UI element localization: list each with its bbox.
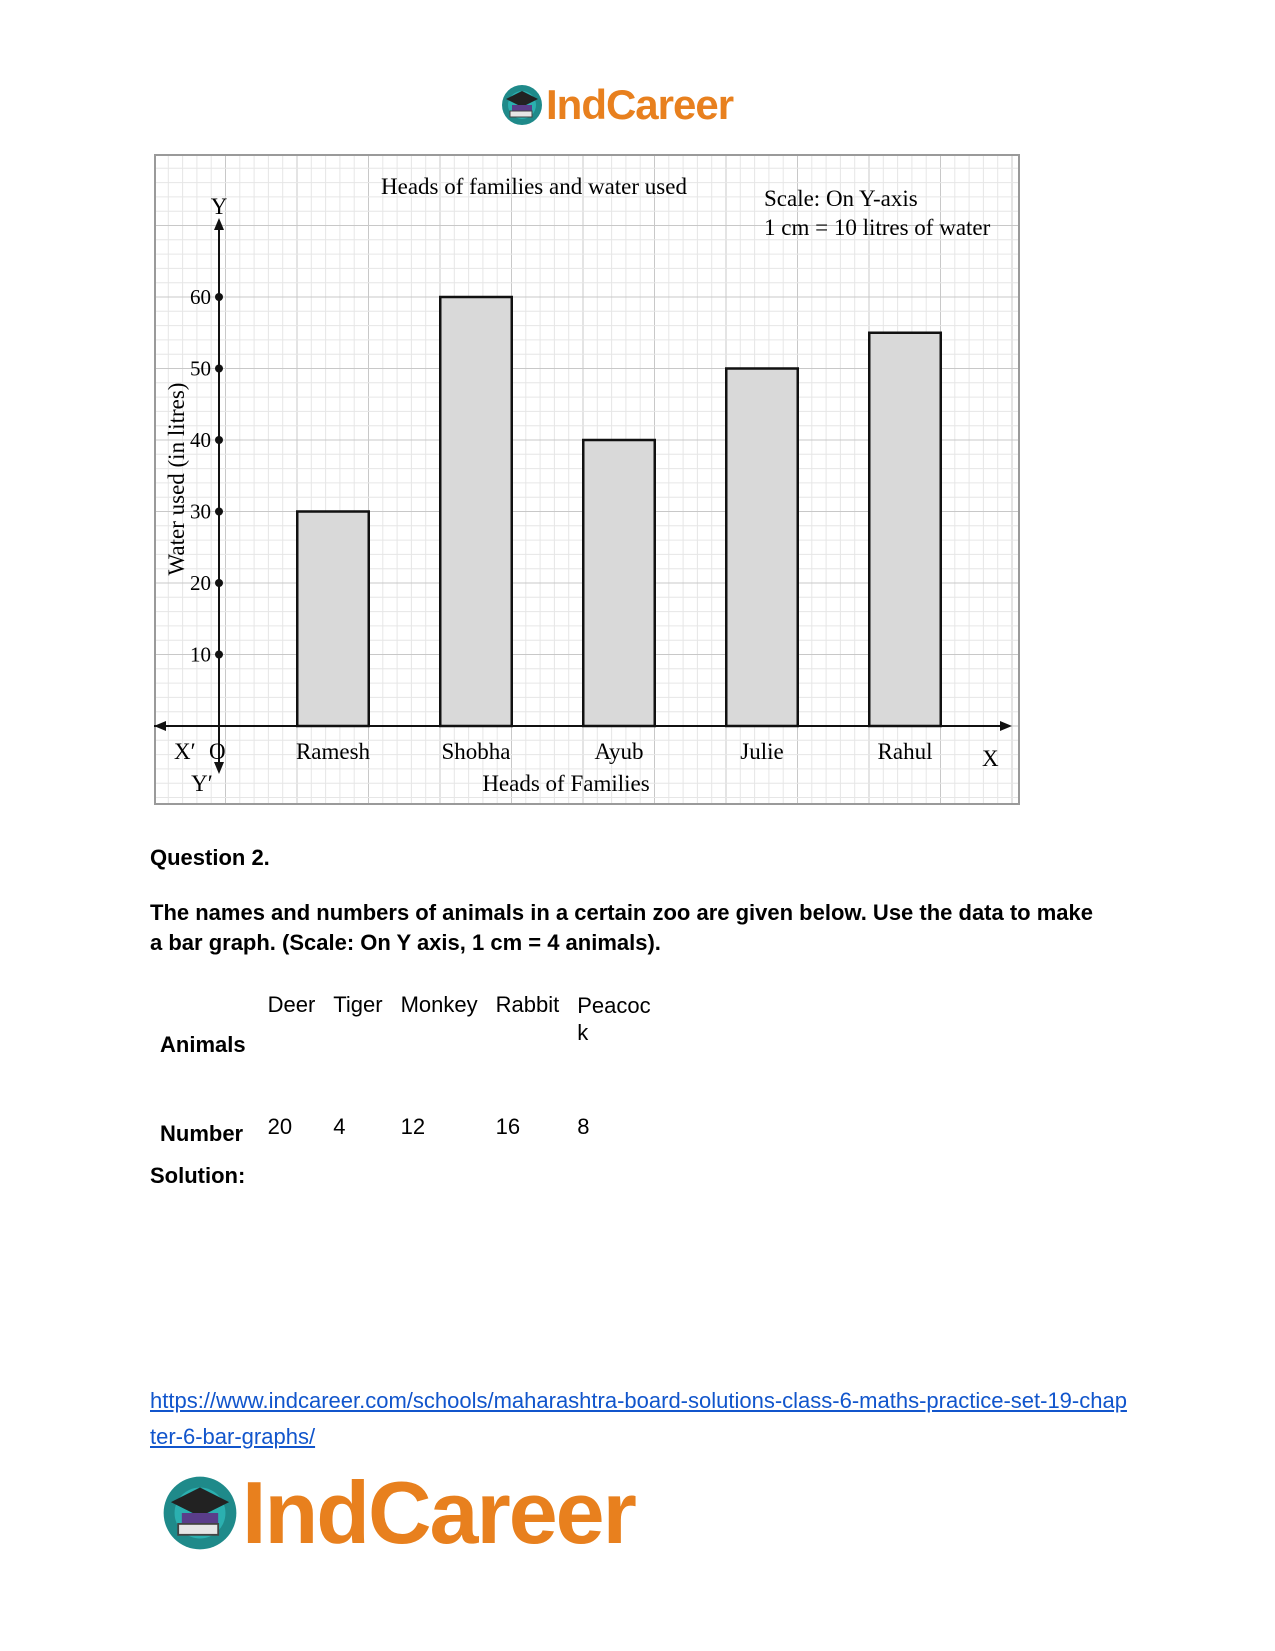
number-cell: 20 <box>267 1114 293 1139</box>
chart-scale-note-line1: Scale: On Y-axis <box>764 186 918 211</box>
number-cell: 16 <box>495 1114 521 1139</box>
y-tick-label: 30 <box>190 499 211 524</box>
animal-cell-text: Peacock <box>577 993 651 1045</box>
chart-title: Heads of families and water used <box>381 174 687 199</box>
y-tick-label: 60 <box>190 285 211 309</box>
animal-cell: Deer <box>267 992 316 1017</box>
y-tick-dot <box>215 508 223 516</box>
x-tick-label: Shobha <box>441 739 511 764</box>
bar-julie <box>726 369 798 727</box>
origin-label: O <box>209 739 226 764</box>
animal-cell: Rabbit <box>495 992 560 1017</box>
source-link[interactable]: https://www.indcareer.com/schools/maharashtra-board-solutions-class-6-maths-practice-set-19-chapter-6-bar-graphs/ <box>150 1388 1127 1449</box>
question-text: The names and numbers of animals in a certain zoo are given below. Use the data to make a bar graph. (Scale: On Y axis, 1 cm = 4 animals). <box>150 900 1094 955</box>
y-tick-dot <box>215 436 223 444</box>
y-tick-label: 10 <box>190 642 211 667</box>
y-tick-dot <box>215 293 223 301</box>
x-tick-label: Rahul <box>877 739 933 764</box>
animal-cell <box>569 988 665 1088</box>
chart-x-labels <box>296 739 933 764</box>
x-axis-neg-name: X′ <box>174 739 196 764</box>
y-axis-neg-name: Y′ <box>191 771 213 796</box>
bar-shobha <box>440 297 512 726</box>
indcareer-logo-top <box>500 80 733 130</box>
x-tick-label: Ayub <box>594 739 644 764</box>
x-tick-label: Ramesh <box>295 739 371 764</box>
y-axis-name: Y <box>210 194 228 219</box>
logo-wordmark: IndCareer <box>546 81 734 128</box>
number-cell: 8 <box>577 1114 590 1139</box>
table-row-numbers <box>152 1088 665 1154</box>
y-tick-label: 50 <box>190 356 211 381</box>
x-axis-arrow <box>1000 721 1012 731</box>
graduation-globe-icon <box>160 1473 240 1553</box>
y-tick-dot <box>215 365 223 373</box>
row-header-number: Number <box>160 1121 244 1146</box>
number-cell: 4 <box>333 1114 346 1139</box>
bar-ramesh <box>297 512 369 727</box>
bar-rahul <box>869 333 941 726</box>
animal-cell: Tiger <box>333 992 383 1017</box>
row-header-animals: Animals <box>160 1032 246 1057</box>
y-tick-label: 20 <box>190 571 211 595</box>
solution-label: Solution: <box>150 1163 246 1188</box>
y-tick-dot <box>215 651 223 659</box>
number-cell: 12 <box>400 1114 426 1139</box>
x-axis-label: Heads of Families <box>482 771 650 796</box>
y-tick-dot <box>215 579 223 587</box>
x-axis-name: X <box>982 746 999 771</box>
indcareer-logo-bottom <box>160 1463 635 1562</box>
question-heading: Question 2. <box>150 845 270 870</box>
y-axis-arrow <box>214 218 224 230</box>
x-tick-label: Julie <box>740 739 784 764</box>
chart-scale-note-line2: 1 cm = 10 litres of water <box>764 215 991 240</box>
y-tick-label: 40 <box>190 428 211 452</box>
bar-ayub <box>583 440 655 726</box>
water-usage-bar-chart <box>154 154 1020 805</box>
animal-cell: Monkey <box>400 992 478 1017</box>
table-row-animals <box>152 988 665 1088</box>
y-axis-label: Water used (in litres) <box>164 382 189 576</box>
animals-table <box>152 988 665 1154</box>
logo-wordmark: IndCareer <box>242 1463 635 1562</box>
graduation-globe-icon <box>500 83 544 127</box>
